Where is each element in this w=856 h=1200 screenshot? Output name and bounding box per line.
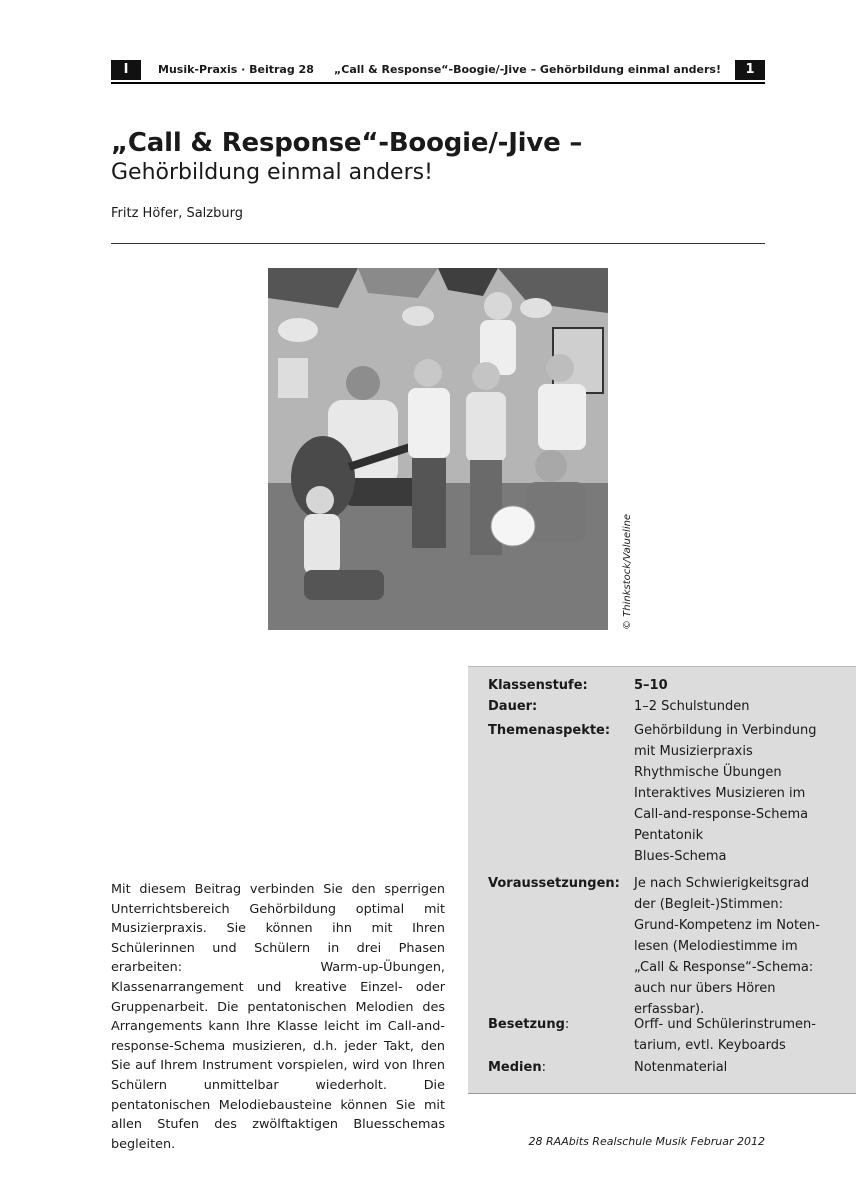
info-value-line: der (Begleit-)Stimmen:	[634, 897, 783, 912]
info-label	[488, 1057, 546, 1078]
info-label: Dauer:	[488, 699, 538, 714]
info-box	[468, 666, 856, 1094]
intro-paragraph: Mit diesem Beitrag verbinden Sie den sperrigen Unterrichtsbereich Gehörbildung optimal mit Musizierpraxis. Sie können ihn mit Ihren Schülerinnen und Schülern in drei Phasen erarbeiten: Warm-up-Übungen, Klassenarrangement und kreative Einzel- oder Gruppenarbeit. Die pentatonischen Melodien des Arrangements kann Ihre Klasse leicht im Call-and-response-Schema musizieren, d.h. jeder Takt, den Sie auf Ihrem Instrument vorspielen, wird von Ihren Schülern unmittelbar wiederholt. Die pentatonischen Melodiebausteine können Sie mit allen Stufen des zwölftaktigen Bluesschemas begleiten.	[111, 882, 445, 1152]
info-value-line: Interaktives Musizieren im	[634, 786, 806, 801]
page-number-badge: 1	[735, 60, 765, 80]
info-value-line: „Call & Response“-Schema:	[634, 960, 814, 975]
info-label-text: Medien	[488, 1060, 542, 1075]
info-label-colon: :	[541, 1060, 546, 1075]
info-value-line: Notenmaterial	[634, 1060, 728, 1075]
info-value: 5–10	[634, 678, 668, 693]
running-header	[111, 60, 765, 84]
info-label: Klassenstufe:	[488, 678, 588, 693]
photo-credit: © Thinkstock/Valueline	[622, 513, 633, 630]
info-label-colon: :	[564, 1017, 570, 1032]
info-value-line: erfassbar).	[634, 1002, 705, 1017]
info-value-line: auch nur übers Hören	[634, 981, 776, 996]
header-series: Musik-Praxis · Beitrag 28	[158, 63, 314, 76]
info-label: Themenaspekte:	[488, 723, 611, 738]
info-value-line: Pentatonik	[634, 828, 704, 843]
page-subtitle: Gehörbildung einmal anders!	[111, 160, 433, 185]
page-title: „Call & Response“-Boogie/-Jive –	[111, 128, 583, 158]
info-value-line: mit Musizierpraxis	[634, 744, 753, 759]
info-label	[488, 1014, 569, 1035]
info-value-line: lesen (Melodiestimme im	[634, 939, 798, 954]
author-line: Fritz Höfer, Salzburg	[111, 206, 243, 221]
info-value-line: Je nach Schwierigkeitsgrad	[634, 876, 810, 891]
classroom-photo-illustration	[268, 268, 608, 630]
classroom-photo	[268, 268, 608, 630]
title-divider	[111, 243, 765, 244]
info-value-line: Gehörbildung in Verbindung	[634, 723, 817, 738]
info-label: Voraussetzungen:	[488, 876, 620, 891]
info-value-line: Orff- und Schülerinstrumen-	[634, 1017, 816, 1032]
info-value-line: Call-and-response-Schema	[634, 807, 809, 822]
header-title: „Call & Response“-Boogie/-Jive – Gehörbildung einmal anders!	[334, 63, 721, 76]
info-value-line: tarium, evtl. Keyboards	[634, 1038, 786, 1053]
info-value-line: Grund-Kompetenz im Noten-	[634, 918, 820, 933]
info-value: 1–2 Schulstunden	[634, 699, 750, 714]
info-value-line: Rhythmische Übungen	[634, 765, 782, 780]
page-footer: 28 RAAbits Realschule Musik Februar 2012	[528, 1135, 765, 1148]
info-label-text: Besetzung	[488, 1017, 565, 1032]
info-value-line: Blues-Schema	[634, 849, 727, 864]
section-badge: I	[111, 60, 141, 80]
